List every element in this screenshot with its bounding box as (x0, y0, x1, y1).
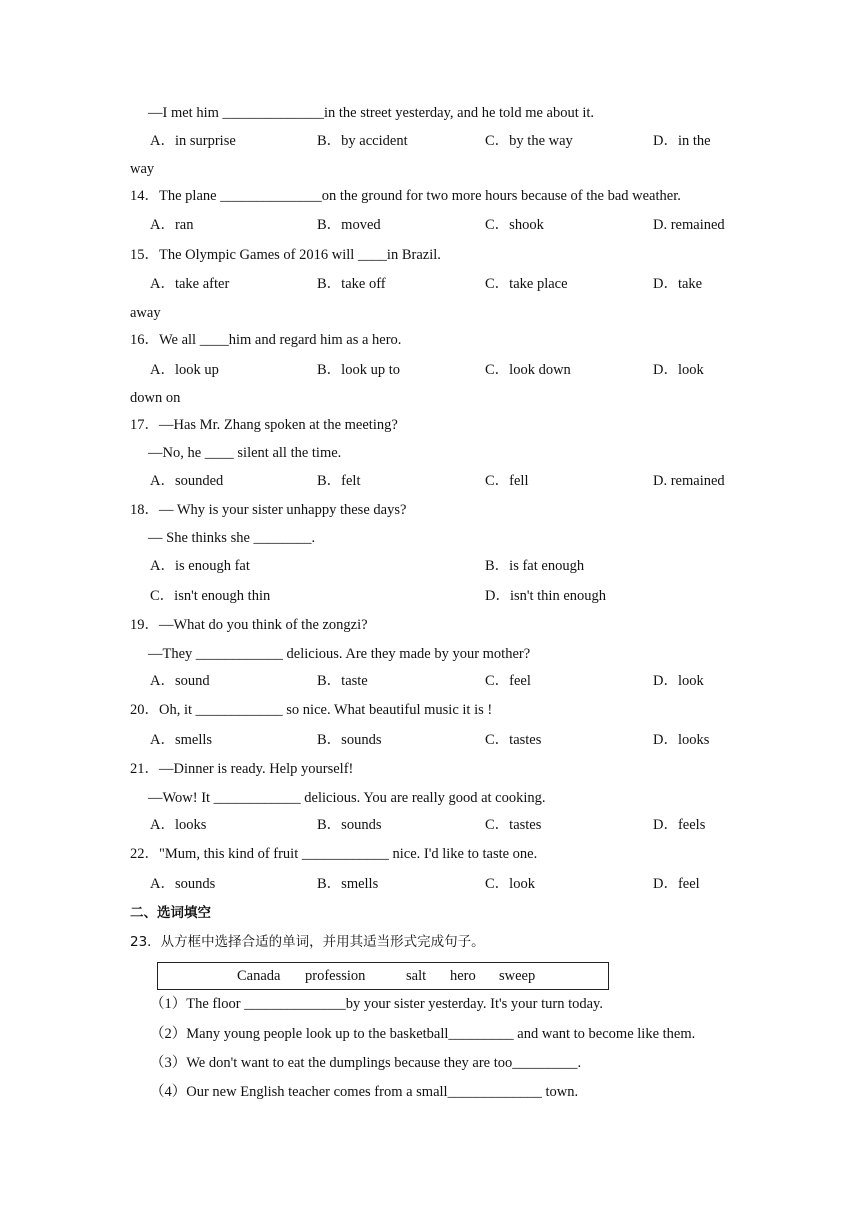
word-bank-word-4: hero (450, 968, 476, 984)
q21-dialog: —Wow! It ____________ delicious. You are really good at cooking. (148, 790, 546, 806)
q17-option-b: B．felt (317, 473, 361, 489)
q14-option-b: B．moved (317, 217, 381, 233)
q21-option-a: A．looks (150, 817, 207, 833)
word-bank-word-1: Canada (237, 968, 281, 984)
q16-option-b: B．look up to (317, 362, 400, 378)
q15-option-a: A．take after (150, 276, 230, 292)
q20-stem: 20．Oh, it ____________ so nice. What beautiful music it is ! (130, 702, 493, 718)
q15-option-d-wrap: away (130, 305, 161, 321)
q19-option-b: B．taste (317, 673, 368, 689)
q16-stem: 16．We all ____him and regard him as a hero. (130, 332, 402, 348)
word-bank-word-3: salt (406, 968, 427, 984)
q23-stem: 23．从方框中选择合适的单词，并用其适当形式完成句子。 (130, 934, 485, 950)
q14-option-c: C．shook (485, 217, 544, 233)
q13-option-a: A．in surprise (150, 133, 236, 149)
q21-option-d: D．feels (653, 817, 706, 833)
q19-dialog: —They ____________ delicious. Are they made by your mother? (148, 646, 531, 662)
q18-option-d: D．isn't thin enough (485, 588, 607, 604)
word-bank-box (157, 962, 609, 990)
q18-option-c: C．isn't enough thin (150, 588, 271, 604)
q15-option-b: B．take off (317, 276, 386, 292)
q13-dialog: —I met him ______________in the street yesterday, and he told me about it. (148, 105, 595, 121)
word-bank-word-2: profession (305, 968, 366, 984)
q16-option-c: C．look down (485, 362, 571, 378)
q20-option-c: C．tastes (485, 732, 542, 748)
q19-stem: 19．—What do you think of the zongzi? (130, 617, 368, 633)
q15-option-d: D．take (653, 276, 703, 292)
q20-option-b: B．sounds (317, 732, 382, 748)
q13-option-c: C．by the way (485, 133, 573, 149)
q17-stem: 17．—Has Mr. Zhang spoken at the meeting? (130, 417, 398, 433)
q22-option-b: B．smells (317, 876, 379, 892)
q14-stem: 14．The plane ______________on the ground for two more hours because of the bad weather. (130, 188, 681, 204)
word-bank-word-5: sweep (499, 968, 536, 984)
q20-option-d: D．looks (653, 732, 710, 748)
q19-option-c: C．feel (485, 673, 531, 689)
q18-option-a: A．is enough fat (150, 558, 250, 574)
q22-stem: 22．"Mum, this kind of fruit ____________ nice. I'd like to taste one. (130, 846, 538, 862)
q15-option-c: C．take place (485, 276, 568, 292)
q14-option-d: D. remained (653, 217, 725, 233)
q22-option-d: D．feel (653, 876, 700, 892)
q16-option-a: A．look up (150, 362, 219, 378)
q22-option-a: A．sounds (150, 876, 216, 892)
q13-option-d-wrap: way (130, 161, 155, 177)
q20-option-a: A．smells (150, 732, 213, 748)
q18-option-b: B．is fat enough (485, 558, 585, 574)
q18-stem: 18．— Why is your sister unhappy these days? (130, 502, 407, 518)
q19-option-d: D．look (653, 673, 704, 689)
q23-item-2: （2）Many young people look up to the basketball_________ and want to become like them. (150, 1026, 696, 1042)
q21-option-c: C．tastes (485, 817, 542, 833)
q21-stem: 21．—Dinner is ready. Help yourself! (130, 761, 354, 777)
q14-option-a: A．ran (150, 217, 194, 233)
q23-item-1: （1）The floor ______________by your sister yesterday. It's your turn today. (150, 996, 603, 1012)
q17-option-a: A．sounded (150, 473, 224, 489)
q17-option-d: D. remained (653, 473, 725, 489)
q16-option-d: D．look (653, 362, 704, 378)
q13-option-b: B．by accident (317, 133, 408, 149)
q23-item-3: （3）We don't want to eat the dumplings because they are too_________. (150, 1055, 582, 1071)
q13-option-d: D．in the (653, 133, 711, 149)
section-2-title: 二、选词填空 (130, 905, 211, 921)
q17-dialog: —No, he ____ silent all the time. (148, 445, 342, 461)
q23-item-4: （4）Our new English teacher comes from a small_____________ town. (150, 1084, 579, 1100)
q19-option-a: A．sound (150, 673, 210, 689)
q18-dialog: — She thinks she ________. (148, 530, 316, 546)
q15-stem: 15．The Olympic Games of 2016 will ____in Brazil. (130, 247, 441, 263)
q21-option-b: B．sounds (317, 817, 382, 833)
q17-option-c: C．fell (485, 473, 529, 489)
q22-option-c: C．look (485, 876, 535, 892)
q16-option-d-wrap: down on (130, 390, 181, 406)
